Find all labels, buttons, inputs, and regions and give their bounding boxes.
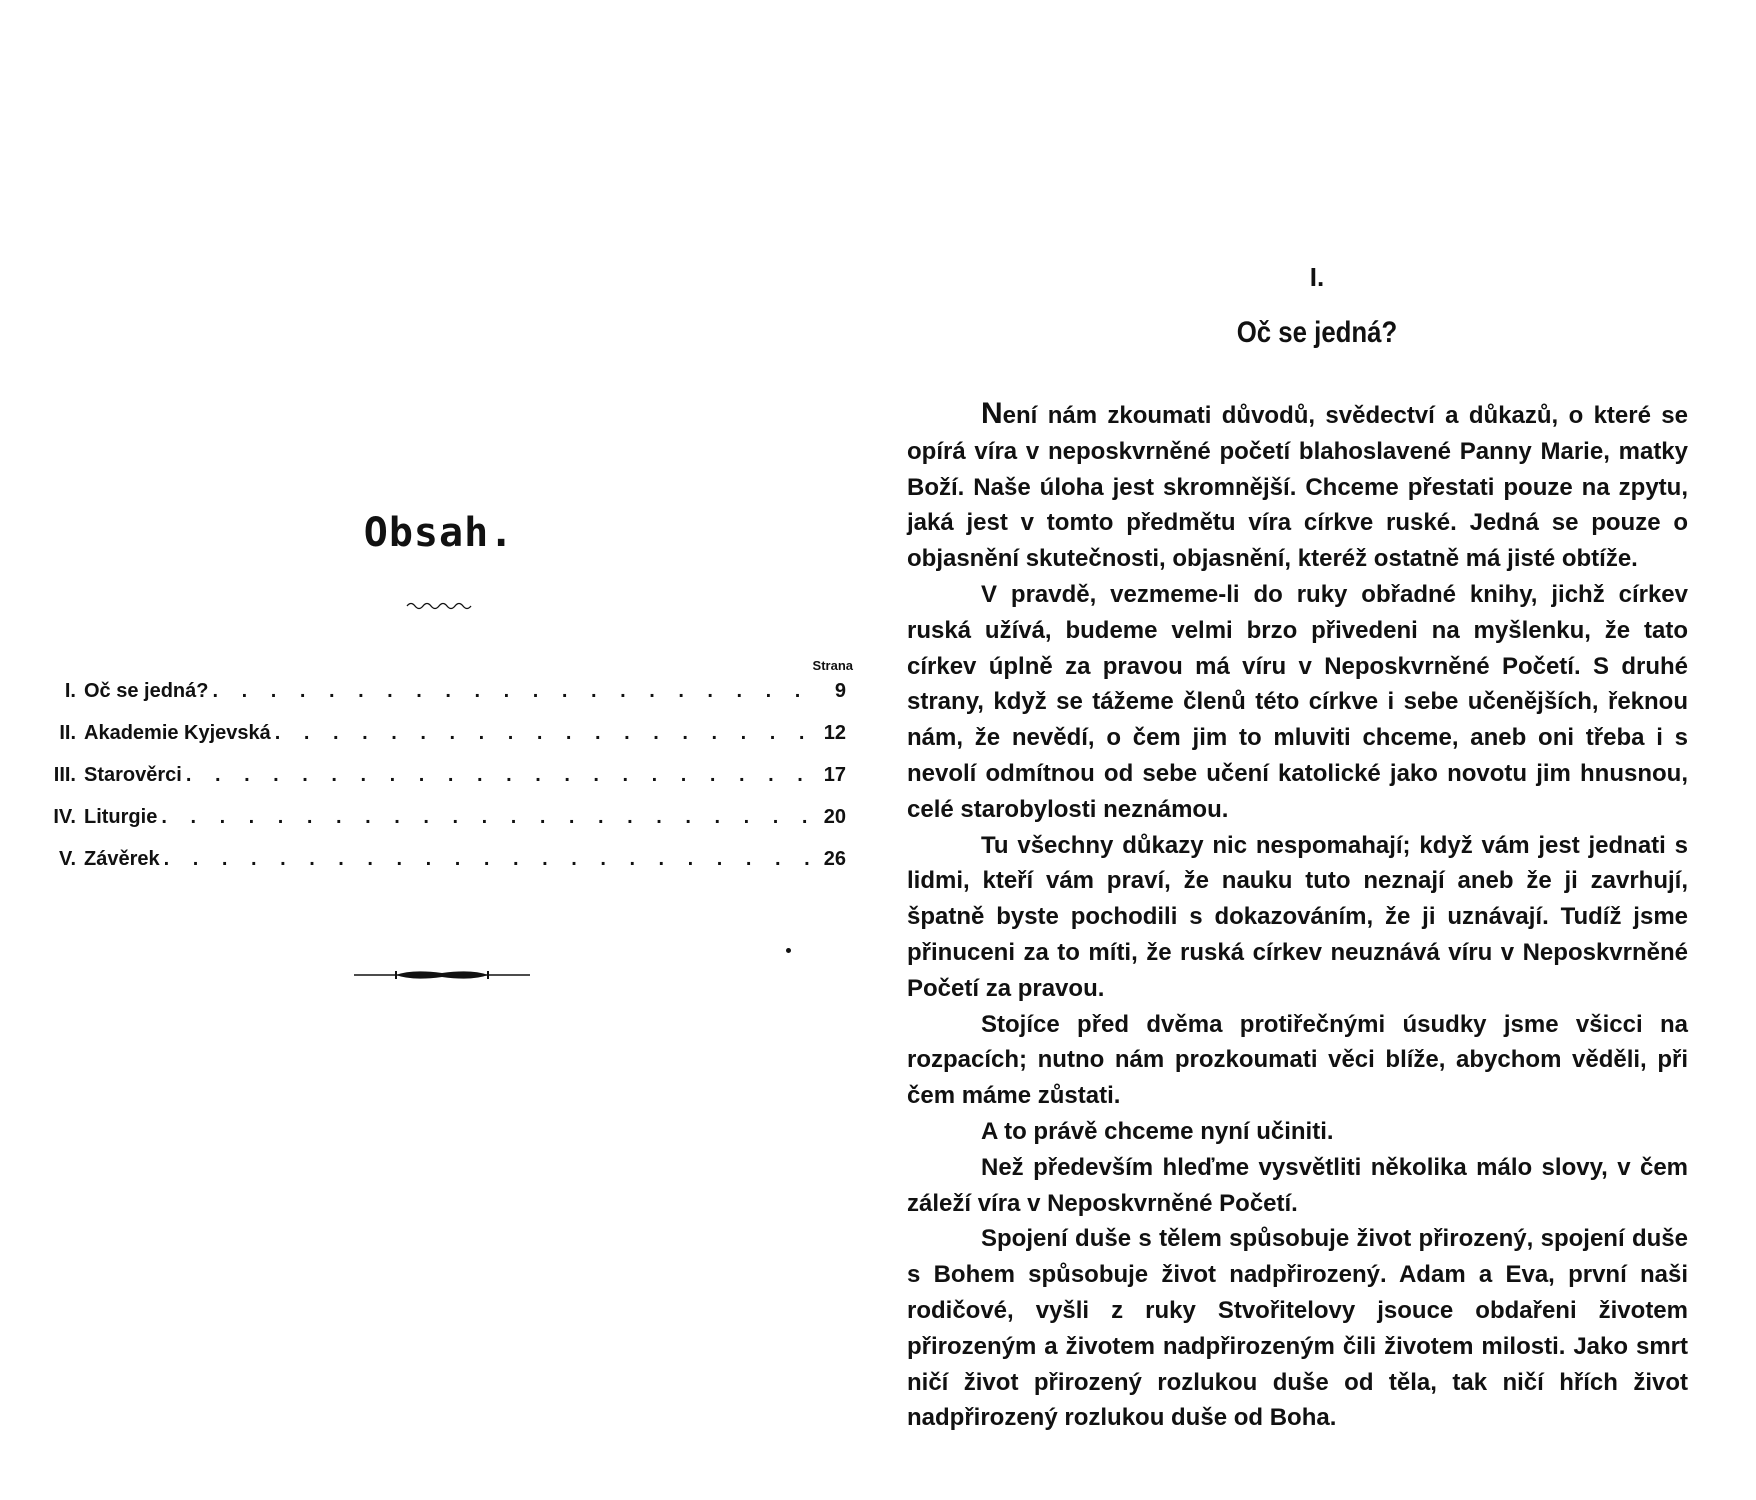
toc-entry-label: Akademie Kyjevská xyxy=(84,722,271,744)
toc-title: Obsah. xyxy=(363,510,515,556)
closing-ornament xyxy=(352,967,532,983)
toc-entry-number: V. xyxy=(58,848,76,870)
toc-entry-label: Závěrek xyxy=(84,848,160,870)
stray-ink-dot xyxy=(786,948,791,953)
chapter-number: I. xyxy=(1309,262,1325,292)
toc-entry-page: 12 xyxy=(823,722,846,744)
toc-entry-page: 17 xyxy=(823,764,846,786)
chapter-title: Oč se jedná? xyxy=(1236,316,1398,349)
paragraph: Spojení duše s tělem spůsobuje život přirozený, spojení duše s Bohem spůsobuje život nadpřirozený. Adam a Eva, první naši rodičové, vyšli z ruky Stvořitelovy jsouce obdařeni životem přirozeným a životem nadpřirozeným čili životem milosti. Jako smrt ničí život přirozený rozlukou duše od těla, tak ničí hřích život nadpřirozený rozlukou duše od Boha. xyxy=(907,1225,1688,1432)
toc-entry-page: 9 xyxy=(834,680,846,702)
wavy-divider-ornament xyxy=(405,600,473,612)
toc-dot-leader xyxy=(186,764,814,787)
toc-entry xyxy=(38,764,846,806)
toc-entry-number: I. xyxy=(64,680,76,702)
paragraph: V pravdě, vezmeme-li do ruky obřadné knihy, jichž církev ruská užívá, budeme velmi brzo přivedeni na myšlenku, že tato církev úplně za pravou má víru v Neposkvrněné Početí. S druhé strany, když se tážeme členů této církve i sebe učenějších, řeknou nám, že nevědí, o čem jim to mluviti chceme, aneb oni třeba i s nevolí odmítnou od sebe učení katolické jako novotu jim hnusnou, celé starobylosti neznámou. xyxy=(907,580,1688,823)
chapter-body xyxy=(907,396,1688,1436)
toc-dot-leader xyxy=(161,806,814,829)
toc-entry xyxy=(38,722,846,764)
toc-entry-number: IV. xyxy=(53,806,76,828)
toc-entry xyxy=(38,848,846,890)
toc-entry-label: Starověrci xyxy=(84,764,182,786)
toc-entry-page: 26 xyxy=(823,848,846,870)
toc-entry xyxy=(38,680,846,722)
toc-dot-leader xyxy=(275,722,814,745)
toc-entry-label: Liturgie xyxy=(84,806,158,828)
paragraph: A to právě chceme nyní učiniti. xyxy=(981,1117,1334,1145)
toc-entry-label: Oč se jedná? xyxy=(84,680,209,702)
toc-entry-page: 20 xyxy=(823,806,846,828)
toc-entry-number: III. xyxy=(53,764,76,786)
paragraph: Než především hleďme vysvětliti několika málo slovy, v čem záleží víra v Neposkvrněné Početí. xyxy=(907,1153,1688,1217)
page-column-header: Strana xyxy=(812,658,853,673)
paragraph xyxy=(907,396,1688,577)
paragraph: Stojíce před dvěma protiřečnými úsudky jsme všicci na rozpacích; nutno nám prozkoumati věci blíže, abychom věděli, při čem máme zůstati. xyxy=(907,1010,1688,1110)
initial-letter: N xyxy=(981,397,1003,430)
paragraph: Tu všechny důkazy nic nespomahají; když vám jest jednati s lidmi, kteří vám praví, že nauku tuto neznají aneb že ji zavrhují, špatně byste pochodili s dokazováním, že ji uznávají. Tudíž jsme přinuceni za to míti, že ruská církev neuznává víru v Neposkvrněné Početí za pravou. xyxy=(907,831,1688,1002)
toc-list xyxy=(38,680,846,890)
toc-dot-leader xyxy=(213,680,815,703)
paragraph-text: ení nám zkoumati důvodů, svědectví a důkazů, o které se opírá víra v neposkvrněné početí blahoslavené Panny Marie, matky Boží. Naše úloha jest skromnější. Chceme přestati pouze na zpytu, jaká jest v tomto předmětu víra církve ruské. Jedná se pouze o objasnění skutečnosti, objasnění, kteréž ostatně má jisté obtíže. xyxy=(907,402,1688,573)
toc-entry-number: II. xyxy=(59,722,76,744)
toc-dot-leader xyxy=(164,848,814,871)
toc-entry xyxy=(38,806,846,848)
right-page xyxy=(878,0,1756,1500)
